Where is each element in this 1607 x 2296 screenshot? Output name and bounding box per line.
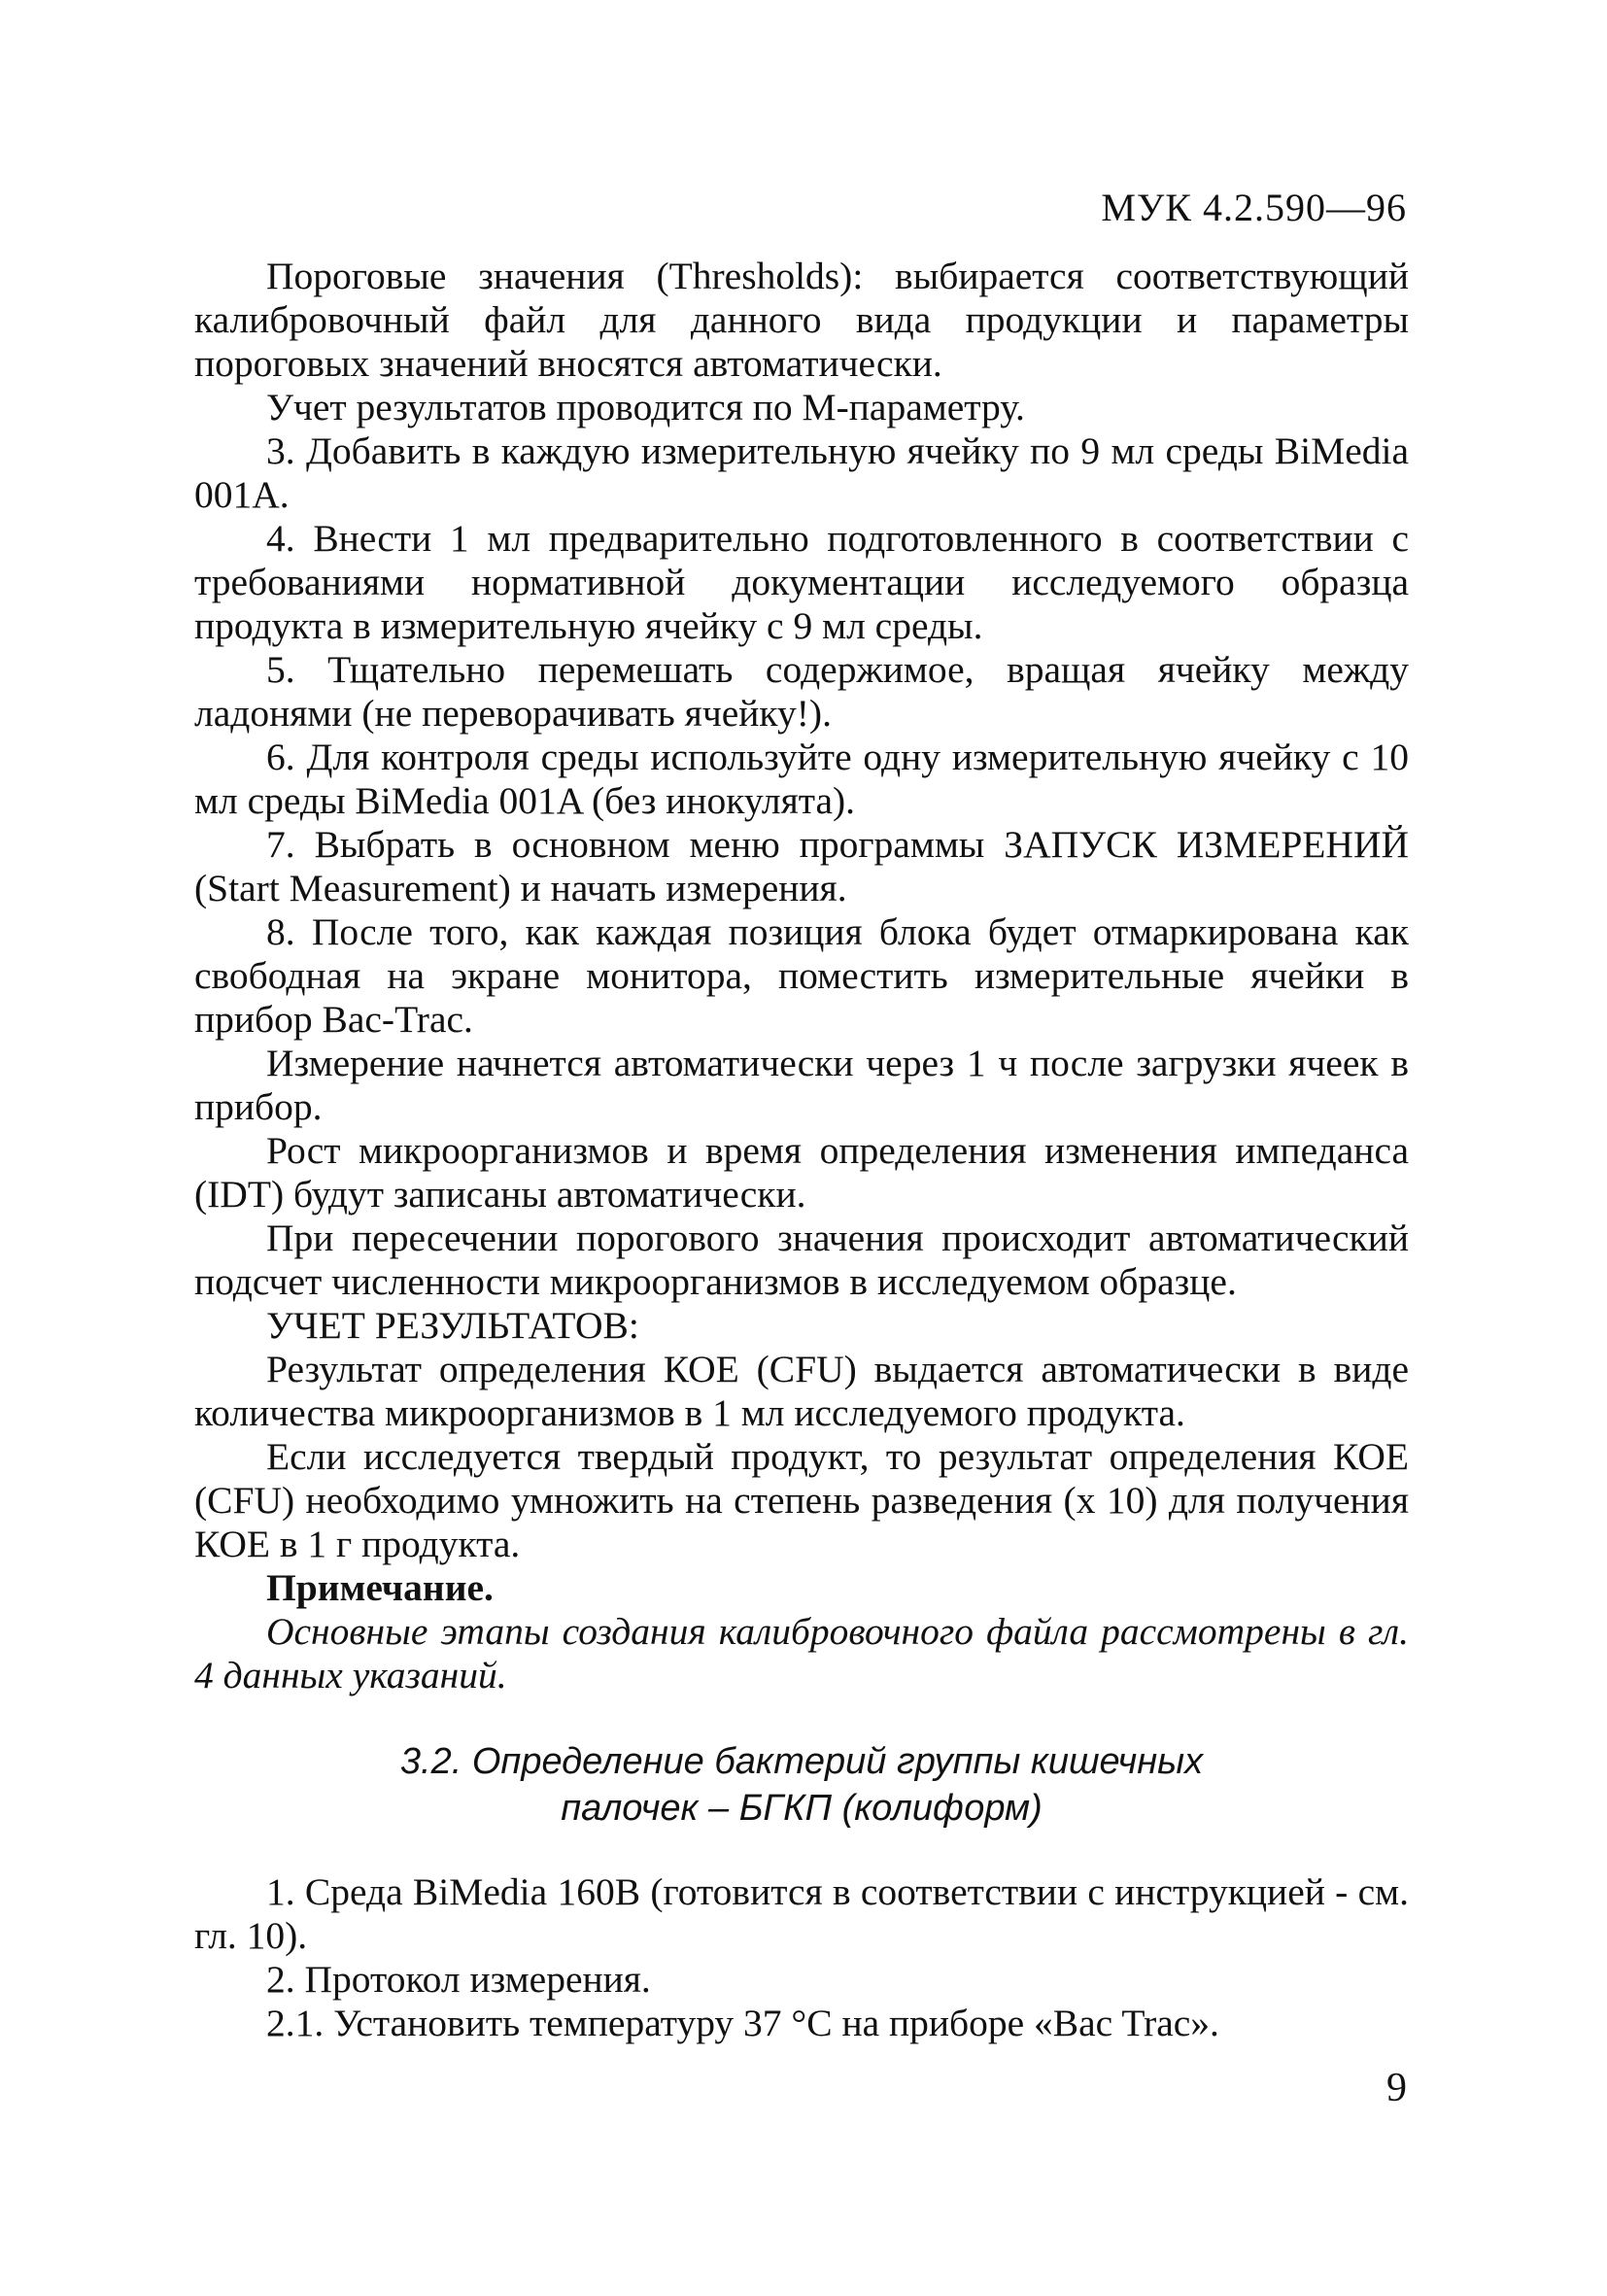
paragraph-growth-idt: Рост микроорганизмов и время определения изменения импеданса (IDT) будут записаны автоматически. [194, 1129, 1409, 1216]
section-title-line-1: 3.2. Определение бактерий группы кишечных [399, 1741, 1204, 1782]
section-paragraph-medium: 1. Среда BiMedia 160B (готовится в соответствии с инструкцией - см. гл. 10). [194, 1870, 1409, 1957]
paragraph-step-6: 6. Для контроля среды используйте одну измерительную ячейку с 10 мл среды BiMedia 001A (без инокулята). [194, 736, 1409, 822]
paragraph-step-7: 7. Выбрать в основном меню программы ЗАПУСК ИЗМЕРЕНИЙ (Start Measurement) и начать измерения. [194, 823, 1409, 909]
paragraph-step-5: 5. Тщательно перемешать содержимое, вращая ячейку между ладонями (не переворачивать ячейку!). [194, 648, 1409, 735]
section-title [194, 1738, 1409, 1832]
section-paragraph-temperature: 2.1. Установить температуру 37 °С на приборе «Bac Trac». [266, 2002, 1219, 2044]
page-number: 9 [1386, 2066, 1407, 2110]
paragraph-solid-product: Если исследуется твердый продукт, то результат определения КОЕ (CFU) необходимо умножить на степень разведения (х 10) для получения КОЕ в 1 г продукта. [194, 1435, 1409, 1565]
note-text: Основные этапы создания калибровочного файла рассмотрены в гл. 4 данных указаний. [194, 1610, 1409, 1696]
document-code-header: МУК 4.2.590—96 [1101, 186, 1407, 229]
note-title: Примечание. [266, 1566, 494, 1609]
paragraph-step-8: 8. После того, как каждая позиция блока будет отмаркирована как свободная на экране монитора, поместить измерительные ячейки в прибор Bac-Trac. [194, 910, 1409, 1041]
results-heading: УЧЕТ РЕЗУЛЬТАТОВ: [266, 1304, 639, 1347]
paragraph-m-parameter: Учет результатов проводится по М-параметру. [266, 386, 1025, 428]
paragraph-step-4: 4. Внести 1 мл предварительно подготовленного в соответствии с требованиями нормативной документации исследуемого образца продукта в измерительную ячейку с 9 мл среды. [194, 517, 1409, 647]
paragraph-threshold-crossing: При пересечении порогового значения происходит автоматический подсчет численности микроорганизмов в исследуемом образце. [194, 1217, 1409, 1303]
section-paragraph-protocol: 2. Протокол измерения. [266, 1958, 651, 2001]
paragraph-measurement-start: Измерение начнется автоматически через 1 ч после загрузки ячеек в прибор. [194, 1042, 1409, 1128]
paragraph-cfu-result: Результат определения КОЕ (CFU) выдается автоматически в виде количества микроорганизмов в 1 мл исследуемого продукта. [194, 1348, 1409, 1434]
paragraph-step-3: 3. Добавить в каждую измерительную ячейку по 9 мл среды BiMedia 001A. [194, 429, 1409, 516]
paragraph-thresholds: Пороговые значения (Thresholds): выбирается соответствующий калибровочный файл для данного вида продукции и параметры пороговых значений вносятся автоматически. [194, 255, 1409, 385]
page-body [194, 255, 1409, 2045]
section-title-line-2: палочек – БГКП (колиформ) [561, 1788, 1043, 1829]
